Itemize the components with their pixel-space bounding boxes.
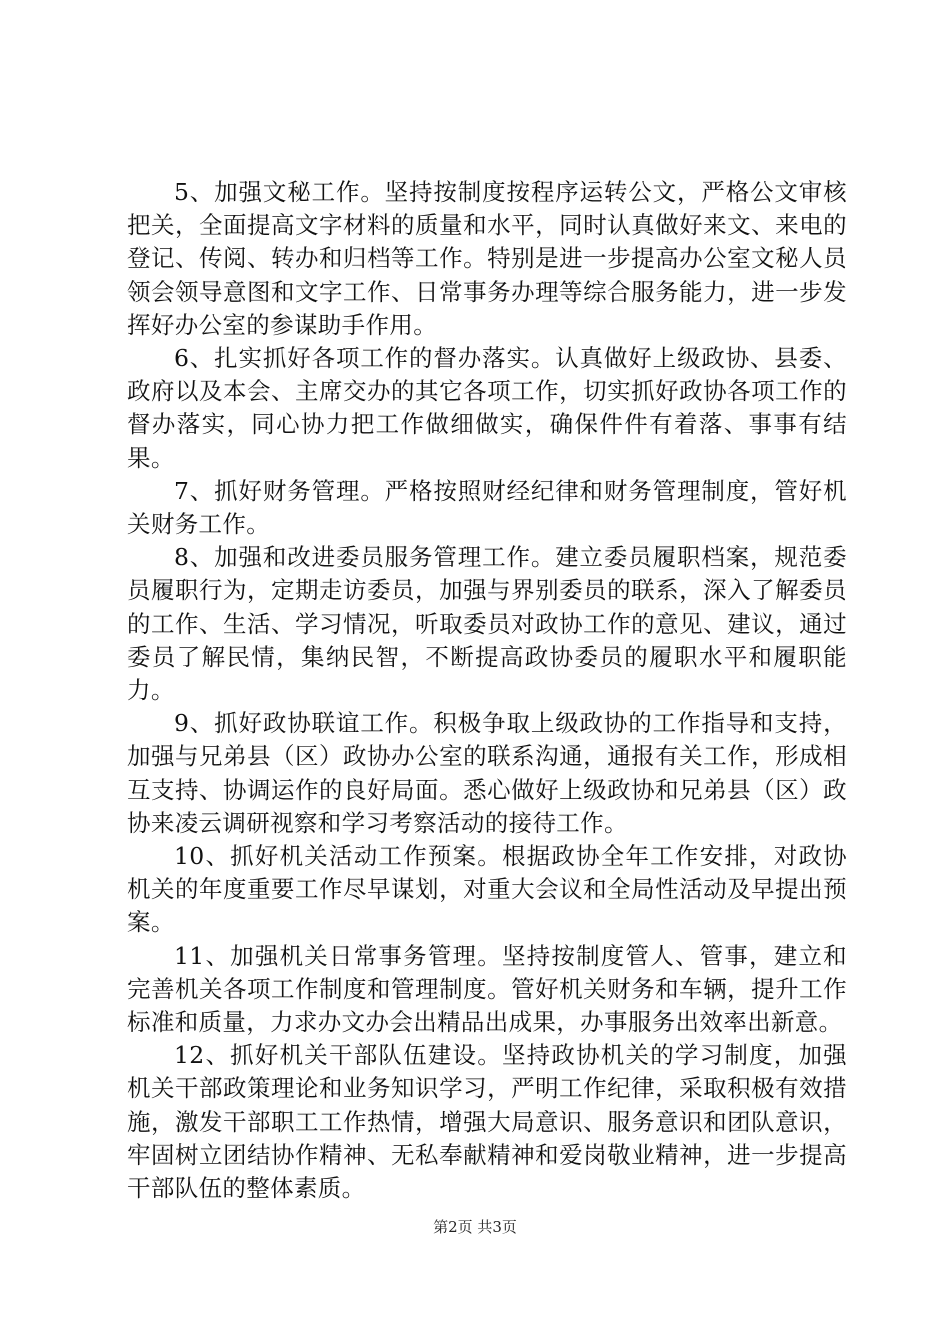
paragraph-item-5: 5、加强文秘工作。坚持按制度按程序运转公文，严格公文审核把关，全面提高文字材料的质量和水平，同时认真做好来文、来电的登记、传阅、转办和归档等工作。特别是进一步提高办公室文秘人员领会领导意图和文字工作、日常事务办理等综合服务能力，进一步发挥好办公室的参谋助手作用。 xyxy=(127,178,847,339)
page-number-footer: 第2页 共3页 xyxy=(433,1218,517,1236)
paragraph-item-9: 9、抓好政协联谊工作。积极争取上级政协的工作指导和支持，加强与兄弟县（区）政协办公室的联系沟通，通报有关工作，形成相互支持、协调运作的良好局面。悉心做好上级政协和兄弟县（区）政协来凌云调研视察和学习考察活动的接待工作。 xyxy=(127,709,847,837)
paragraph-item-7: 7、抓好财务管理。严格按照财经纪律和财务管理制度，管好机关财务工作。 xyxy=(127,476,847,539)
paragraph-item-6: 6、扎实抓好各项工作的督办落实。认真做好上级政协、县委、政府以及本会、主席交办的其它各项工作，切实抓好政协各项工作的督办落实，同心协力把工作做细做实，确保件件有着落、事事有结果。 xyxy=(127,344,847,472)
paragraph-item-11: 11、加强机关日常事务管理。坚持按制度管人、管事，建立和完善机关各项工作制度和管理制度。管好机关财务和车辆，提升工作标准和质量，力求办文办会出精品出成果，办事服务出效率出新意。 xyxy=(127,941,847,1037)
paragraph-item-10: 10、抓好机关活动工作预案。根据政协全年工作安排，对政协机关的年度重要工作尽早谋划，对重大会议和全局性活动及早提出预案。 xyxy=(127,842,847,937)
paragraph-item-8: 8、加强和改进委员服务管理工作。建立委员履职档案，规范委员履职行为，定期走访委员，加强与界别委员的联系，深入了解委员的工作、生活、学习情况，听取委员对政协工作的意见、建议，通过委员了解民情，集纳民智，不断提高政协委员的履职水平和履职能力。 xyxy=(127,543,847,705)
paragraph-item-12: 12、抓好机关干部队伍建设。坚持政协机关的学习制度，加强机关干部政策理论和业务知识学习，严明工作纪律，采取积极有效措施，激发干部职工工作热情，增强大局意识、服务意识和团队意识，牢固树立团结协作精神、无私奉献精神和爱岗敬业精神，进一步提高干部队伍的整体素质。 xyxy=(127,1041,847,1203)
document-body xyxy=(127,176,847,1205)
